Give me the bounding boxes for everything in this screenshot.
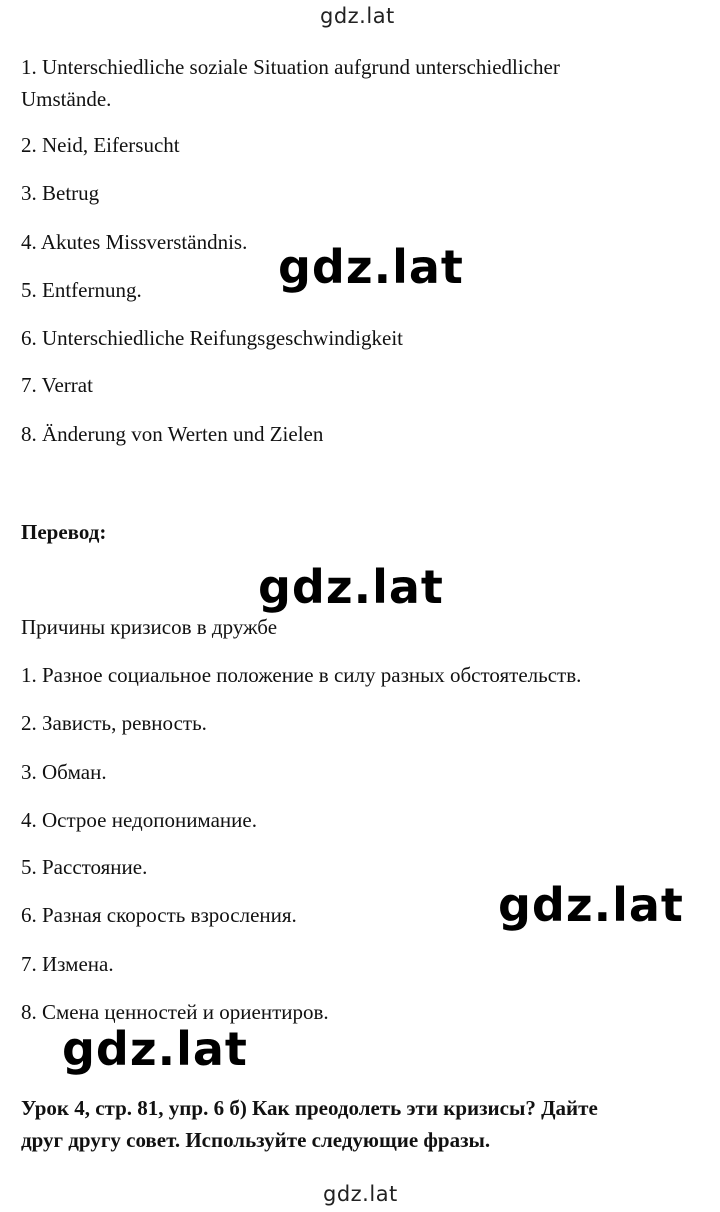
german-item-5: 5. Entfernung. [21,278,142,302]
russian-item-4: 4. Острое недопонимание. [21,808,257,832]
watermark-3: gdz.lat [498,878,684,932]
german-item-8: 8. Änderung von Werten und Zielen [21,422,324,446]
russian-item-5: 5. Расстояние. [21,855,148,879]
german-item-3: 3. Betrug [21,181,100,205]
russian-item-2: 2. Зависть, ревность. [21,711,207,735]
task-line-1: Урок 4, стр. 81, упр. 6 б) Как преодолеть эти кризисы? Дайте [21,1096,598,1120]
russian-item-3: 3. Обман. [21,760,107,784]
russian-item-8: 8. Смена ценностей и ориентиров. [21,1000,329,1024]
watermark-4: gdz.lat [62,1022,248,1076]
russian-item-6: 6. Разная скорость взросления. [21,903,297,927]
translation-heading: Перевод: [21,520,107,544]
german-item-7: 7. Verrat [21,373,93,397]
russian-item-7: 7. Измена. [21,952,114,976]
russian-item-1: 1. Разное социальное положение в силу разных обстоятельств. [21,663,582,687]
russian-title: Причины кризисов в дружбе [21,615,278,639]
german-item-1-line1: 1. Unterschiedliche soziale Situation aufgrund unterschiedlicher [21,55,560,79]
german-item-2: 2. Neid, Eifersucht [21,133,180,157]
watermark-2: gdz.lat [258,560,444,614]
watermark-top: gdz.lat [320,4,395,28]
german-item-4: 4. Akutes Missverständnis. [21,230,248,254]
task-line-2: друг другу совет. Используйте следующие фразы. [21,1128,491,1152]
watermark-1: gdz.lat [278,240,464,294]
watermark-bottom: gdz.lat [323,1182,398,1206]
german-item-1-line2: Umstände. [21,87,112,111]
german-item-6: 6. Unterschiedliche Reifungsgeschwindigkeit [21,326,403,350]
